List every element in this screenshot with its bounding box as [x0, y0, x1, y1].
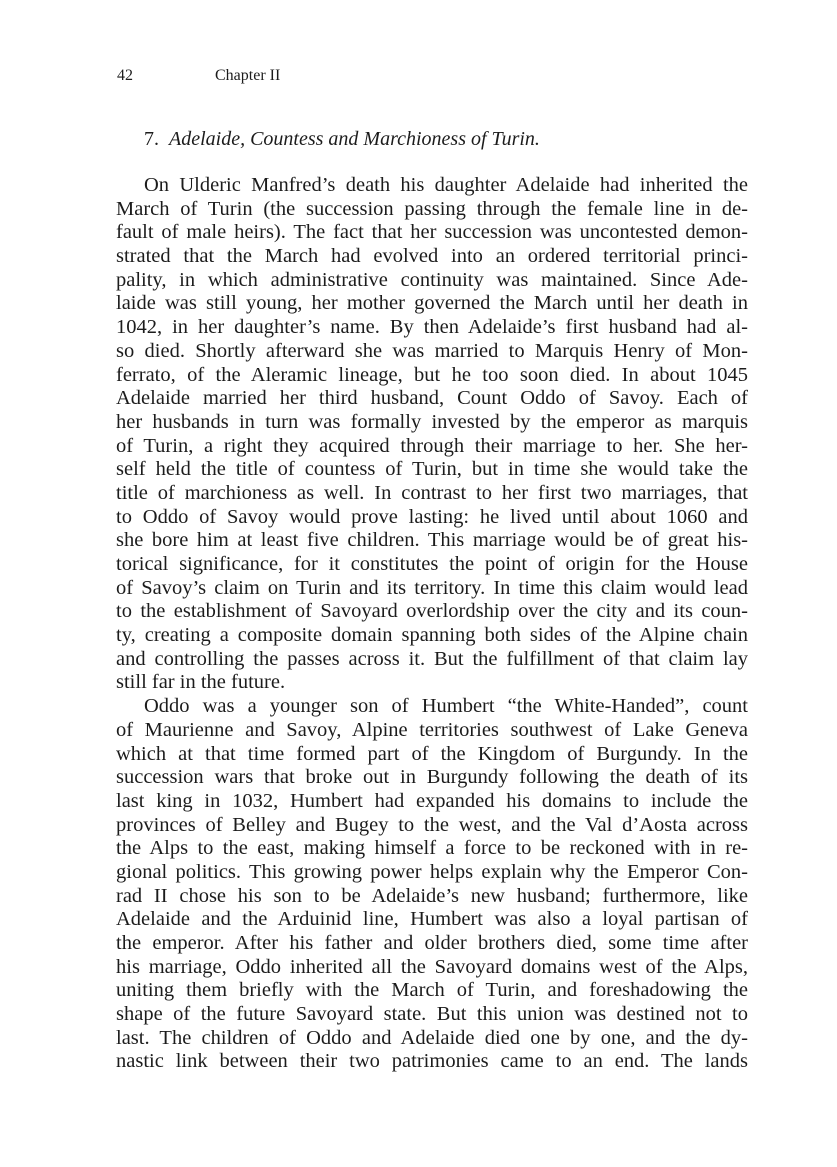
text-line: torical significance, for it constitutes the point of origin for the House: [116, 553, 748, 575]
text-line: shape of the future Savoyard state. But this union was destined not to: [116, 1003, 748, 1026]
text-line: March of Turin (the succession passing through the female line in de-: [116, 197, 748, 220]
text-line: her husbands in turn was formally invested by the emperor as marquis: [116, 410, 748, 433]
text-line: the emperor. After his father and older brothers died, some time after: [116, 932, 748, 954]
text-line: still far in the future.: [116, 671, 286, 694]
text-line: laide was still young, her mother governed the March until her death in: [116, 292, 748, 315]
text-line: Oddo was a younger son of Humbert “the White-Handed”, count: [144, 695, 748, 718]
text-line: the Alps to the east, making himself a force to be reckoned with in re-: [116, 837, 748, 860]
text-line: his marriage, Oddo inherited all the Savoyard domains west of the Alps,: [116, 955, 748, 978]
text-line: of Turin, a right they acquired through their marriage to her. She her-: [116, 434, 748, 457]
text-line: rad II chose his son to be Adelaide’s new husband; furthermore, like: [116, 884, 748, 907]
text-line: ferrato, of the Aleramic lineage, but he too soon died. In about 1045: [116, 363, 748, 386]
text-line: last. The children of Oddo and Adelaide died one by one, and the dy-: [116, 1026, 748, 1049]
text-line: title of marchioness as well. In contrast to her first two marriages, that: [116, 481, 748, 504]
text-line: gional politics. This growing power helps explain why the Emperor Con-: [116, 860, 748, 883]
text-line: and controlling the passes across it. But the fulfillment of that claim lay: [116, 647, 748, 670]
text-line: ty, creating a composite domain spanning both sides of the Alpine chain: [116, 624, 748, 647]
text-line: which at that time formed part of the Kingdom of Burgundy. In the: [116, 742, 748, 765]
body-text: [116, 174, 748, 1074]
section-number: 7.: [144, 128, 159, 150]
page-number: 42: [117, 67, 133, 84]
running-head-chapter: Chapter II: [215, 67, 281, 84]
text-line: last king in 1032, Humbert had expanded his domains to include the: [116, 789, 748, 812]
text-line: uniting them briefly with the March of Turin, and foreshadowing the: [116, 979, 748, 1002]
text-line: Adelaide married her third husband, Count Oddo of Savoy. Each of: [116, 387, 748, 410]
text-line: of Maurienne and Savoy, Alpine territories southwest of Lake Geneva: [116, 718, 748, 741]
text-line: nastic link between their two patrimonies came to an end. The lands: [116, 1050, 748, 1073]
paragraph: [116, 174, 748, 695]
text-line: 1042, in her daughter’s name. By then Adelaide’s first husband had al-: [116, 316, 748, 339]
text-line: so died. Shortly afterward she was married to Marquis Henry of Mon-: [116, 339, 748, 362]
text-line: she bore him at least five children. This marriage would be of great his-: [116, 529, 748, 552]
text-line: Adelaide and the Arduinid line, Humbert was also a loyal partisan of: [116, 908, 748, 931]
text-line: provinces of Belley and Bugey to the west, and the Val d’Aosta across: [116, 813, 748, 836]
section-heading: [144, 127, 540, 151]
text-line: succession wars that broke out in Burgundy following the death of its: [116, 766, 748, 789]
text-line: strated that the March had evolved into an ordered territorial princi-: [116, 245, 748, 268]
section-title: Adelaide, Countess and Marchioness of Turin.: [169, 128, 540, 150]
text-line: of Savoy’s claim on Turin and its territory. In time this claim would lead: [116, 576, 748, 599]
text-line: fault of male heirs). The fact that her succession was uncontested demon-: [116, 221, 748, 244]
text-line: self held the title of countess of Turin, but in time she would take the: [116, 458, 748, 481]
text-line: On Ulderic Manfred’s death his daughter Adelaide had inherited the: [144, 174, 748, 196]
paragraph: [116, 695, 748, 1074]
text-line: to the establishment of Savoyard overlordship over the city and its coun-: [116, 600, 748, 623]
text-line: to Oddo of Savoy would prove lasting: he lived until about 1060 and: [116, 505, 748, 528]
text-line: pality, in which administrative continuity was maintained. Since Ade-: [116, 268, 748, 291]
